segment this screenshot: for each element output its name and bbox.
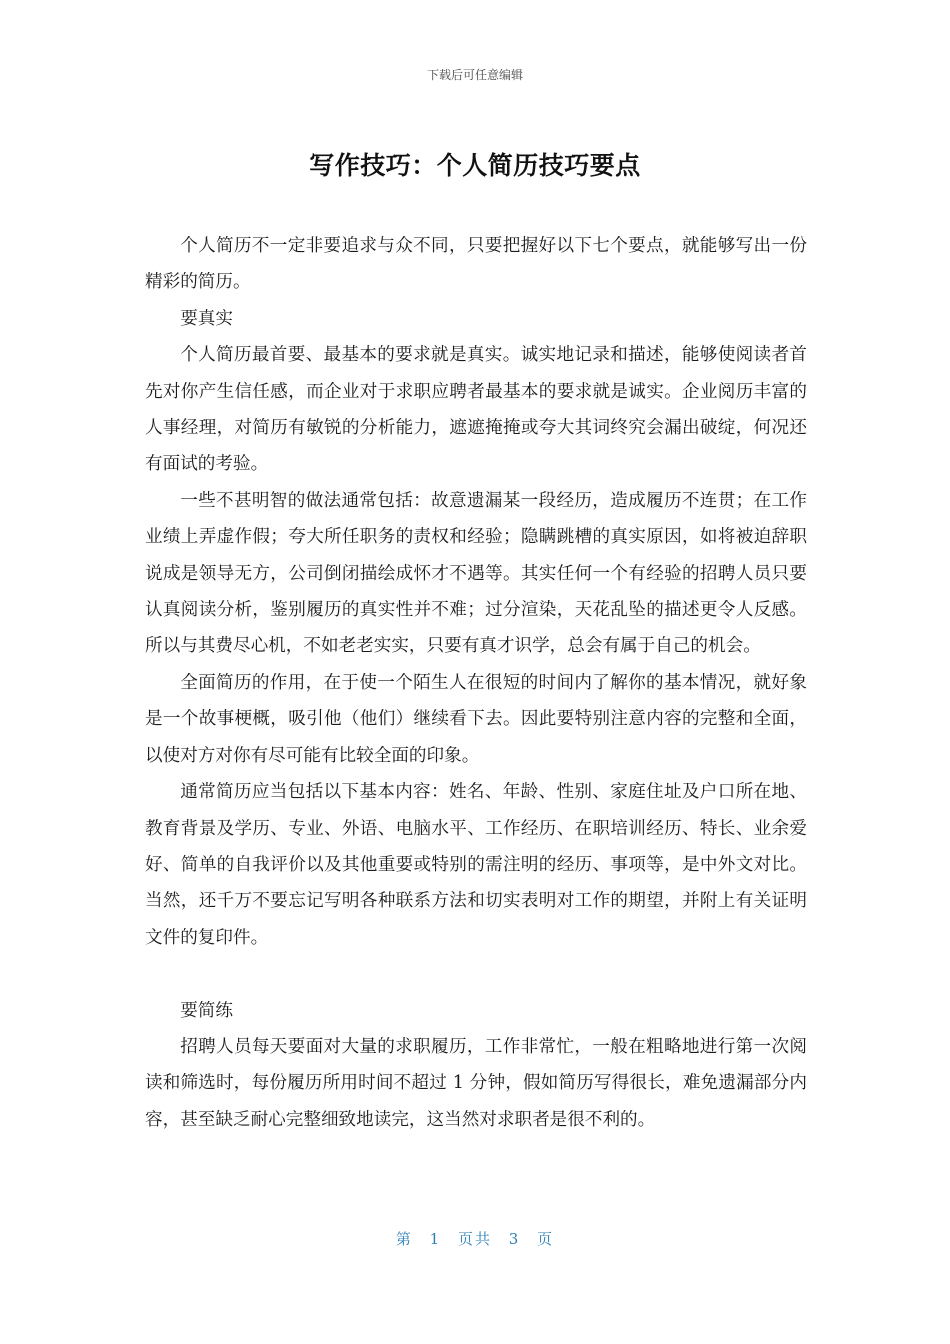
- section-heading: 要真实: [180, 308, 233, 329]
- footer-suffix: 页: [537, 1230, 555, 1248]
- paragraph: 个人简历不一定非要追求与众不同，只要把握好以下七个要点，就能够写出一份精彩的简历。: [145, 236, 807, 293]
- blank-line: [145, 956, 807, 992]
- document-title: 写作技巧：个人简历技巧要点: [309, 151, 641, 180]
- section-heading: 要简练: [180, 1000, 233, 1021]
- footer-total-pages: 3: [508, 1230, 521, 1248]
- footer-prefix: 第: [395, 1230, 413, 1248]
- paragraph: 全面简历的作用，在于使一个陌生人在很短的时间内了解你的基本情况，就好象是一个故事梗概，吸引他（他们）继续看下去。因此要特别注意内容的完整和全面，以使对方对你有尽可能有比较全面的印象。: [145, 672, 807, 766]
- document-body: [145, 228, 807, 1138]
- footer-page-number: 1: [429, 1230, 442, 1248]
- paragraph: 个人简历最首要、最基本的要求就是真实。诚实地记录和描述，能够使阅读者首先对你产生信任感，而企业对于求职应聘者最基本的要求就是诚实。企业阅历丰富的人事经理，对简历有敏锐的分析能力，遮遮掩掩或夸大其词终究会漏出破绽，何况还有面试的考验。: [145, 345, 807, 475]
- page-footer: [0, 1228, 950, 1249]
- header-note: 下载后可任意编辑: [426, 68, 523, 82]
- footer-middle: 页共: [457, 1230, 492, 1248]
- paragraph: 一些不甚明智的做法通常包括：故意遗漏某一段经历，造成履历不连贯；在工作业绩上弄虚作假；夸大所任职务的责权和经验；隐瞒跳槽的真实原因，如将被迫辞职说成是领导无方，公司倒闭描绘成怀才不遇等。其实任何一个有经验的招聘人员只要认真阅读分析，鉴别履历的真实性并不难；过分渲染，天花乱坠的描述更令人反感。所以与其费尽心机，不如老老实实，只要有真才识学，总会有属于自己的机会。: [145, 490, 807, 657]
- paragraph: 招聘人员每天要面对大量的求职履历，工作非常忙，一般在粗略地进行第一次阅读和筛选时，每份履历所用时间不超过 1 分钟，假如简历写得很长，难免遗漏部分内容，甚至缺乏耐心完整细致地读完，这当然对求职者是很不利的。: [145, 1036, 807, 1130]
- paragraph: 通常简历应当包括以下基本内容：姓名、年龄、性别、家庭住址及户口所在地、教育背景及学历、专业、外语、电脑水平、工作经历、在职培训经历、特长、业余爱好、简单的自我评价以及其他重要或特别的需注明的经历、事项等，是中外文对比。当然，还千万不要忘记写明各种联系方法和切实表明对工作的期望，并附上有关证明文件的复印件。: [145, 782, 807, 948]
